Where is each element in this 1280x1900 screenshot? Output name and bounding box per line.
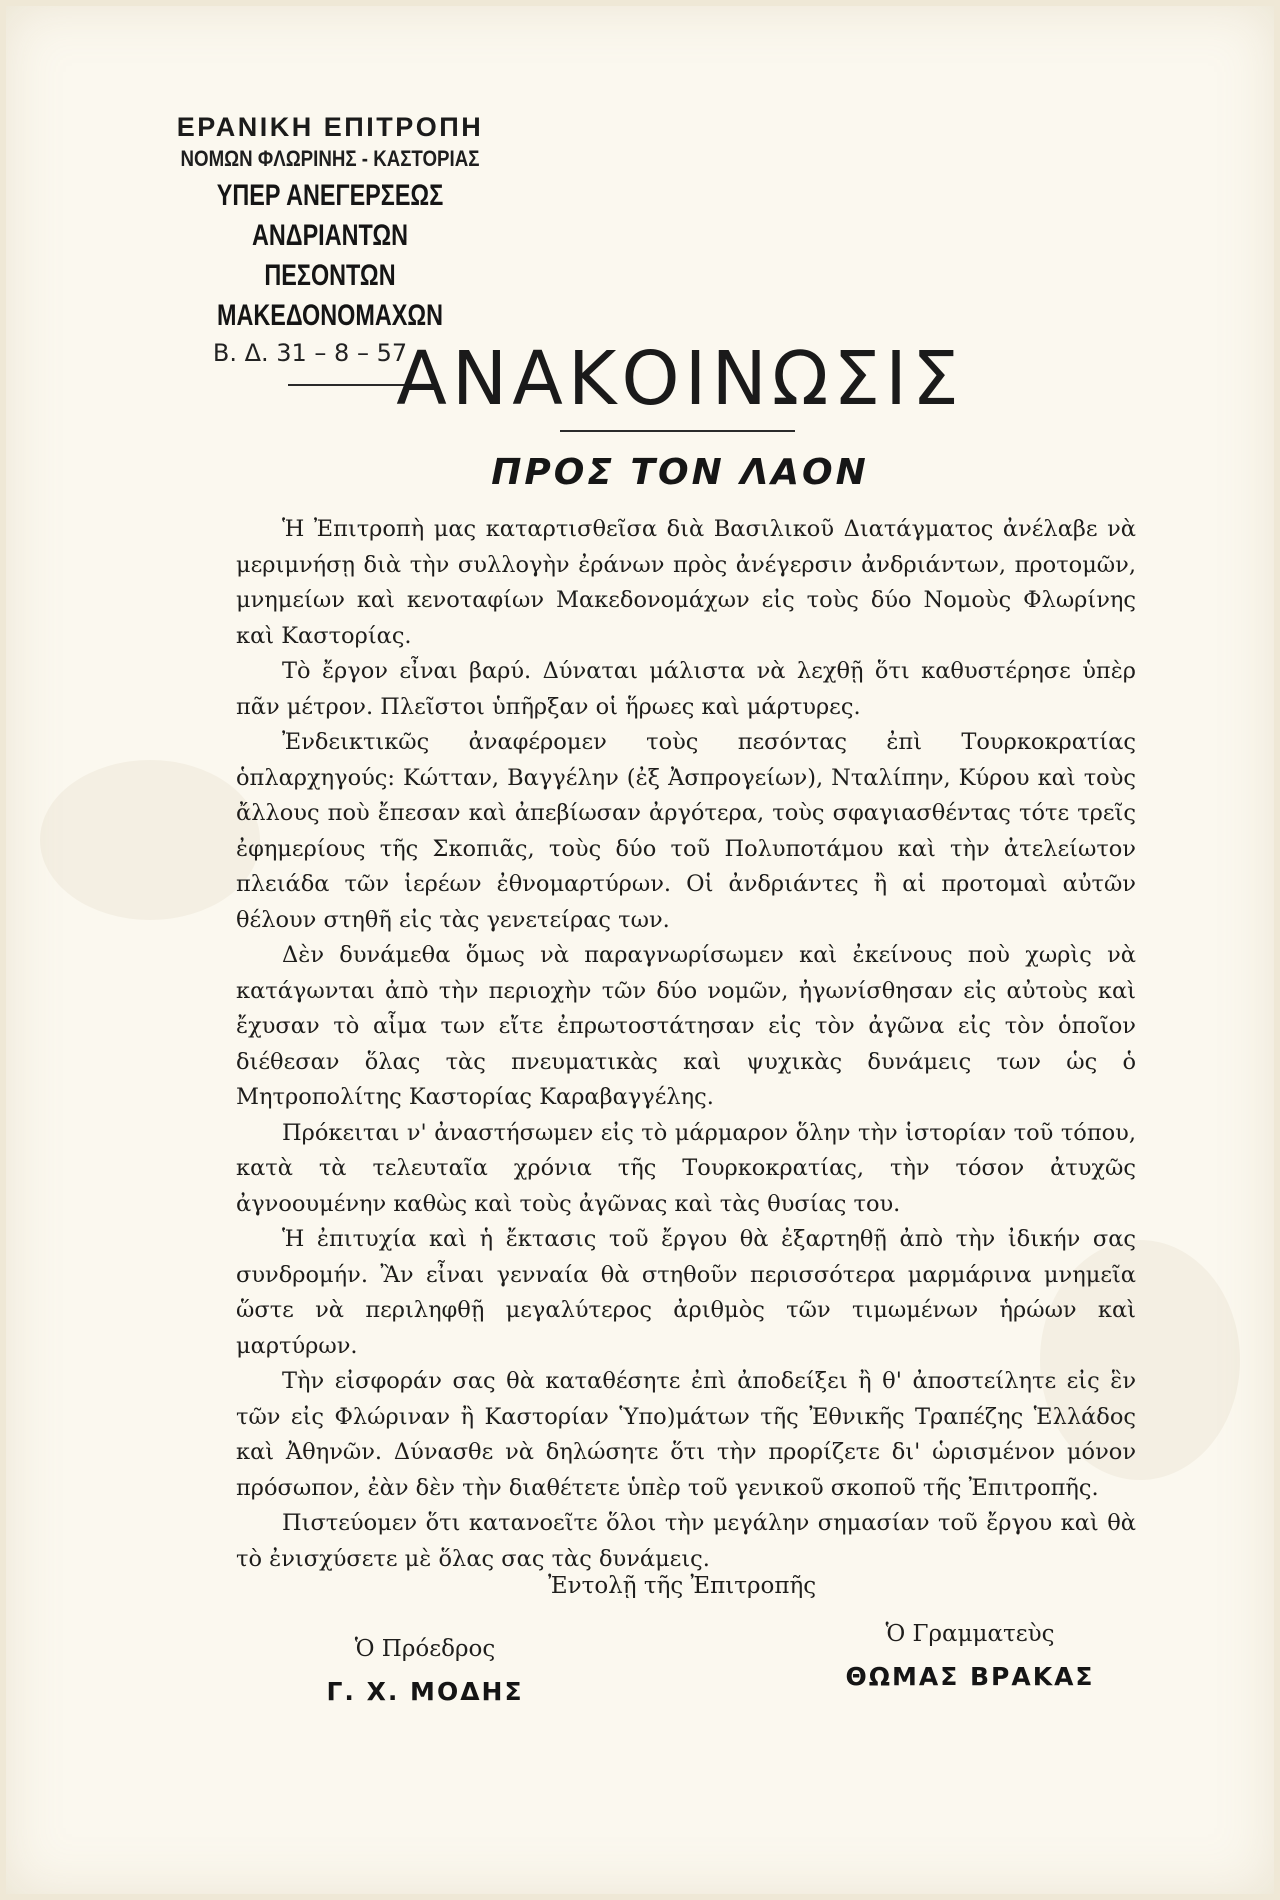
page-title: ΑΝΑΚΟΙΝΩΣΙΣ — [396, 336, 964, 422]
committee-purpose: ΥΠΕΡ ΑΝΕΓΕΡΣΕΩΣ ΑΝΔΡΙΑΝΤΩΝ — [216, 179, 444, 252]
committee-name: ΕΡΑΝΙΚΗ ΕΠΙΤΡΟΠΗ — [176, 112, 484, 142]
secretary-role: Ὁ Γραμματεὺς — [885, 1621, 1055, 1647]
paragraph: Ἡ ἐπιτυχία καὶ ἡ ἔκτασις τοῦ ἔργου θὰ ἐξαρτηθῇ ἀπὸ τὴν ἰδικήν σας συνδρομήν. Ἂν εἶναι γενναία θὰ στηθοῦν περισσότερα μαρμάρινα μνημεῖα ὥστε νὰ περιληφθῇ μεγαλύτερος ἀριθμὸς τῶν τιμωμένων ἡρώων καὶ μαρτύρων. — [236, 1226, 1136, 1359]
announcement-body — [236, 512, 1136, 1577]
paper-stain — [40, 760, 260, 920]
committee-prefectures: ΝΟΜΩΝ ΦΛΩΡΙΝΗΣ - ΚΑΣΤΟΡΙΑΣ — [180, 146, 480, 171]
secretary-name: ΘΩΜΑΣ ΒΡΑΚΑΣ — [845, 1662, 1095, 1691]
page-subtitle: ΠΡΟΣ ΤΟΝ ΛΑΟΝ — [491, 452, 869, 493]
royal-decree-date: Β. Δ. 31 – 8 – 57 — [212, 339, 408, 367]
president-signature — [300, 1632, 550, 1712]
committee-purpose-cont: ΠΕΣΟΝΤΩΝ ΜΑΚΕΔΟΝΟΜΑΧΩΝ — [216, 259, 444, 332]
president-name: Γ. Χ. ΜΟΔΗΣ — [326, 1677, 524, 1706]
paragraph: Ἡ Ἐπιτροπὴ μας καταρτισθεῖσα διὰ Βασιλικοῦ Διατάγματος ἀνέλαβε νὰ μεριμνήσῃ διὰ τὴν συλλογὴν ἐράνων πρὸς ἀνέγερσιν ἀνδριάντων, προτομῶν, μνημείων καὶ κενοταφίων Μακεδονομάχων εἰς τοὺς δύο Νομοὺς Φλωρίνης καὶ Καστορίας. — [236, 516, 1136, 649]
paragraph: Πιστεύομεν ὅτι κατανοεῖτε ὅλοι τὴν μεγάλην σημασίαν τοῦ ἔργου καὶ θὰ τὸ ἐνισχύσετε μὲ ὅλας σας τὰς δυνάμεις. — [236, 1510, 1136, 1572]
committee-mandate: Ἐντολῇ τῆς Ἐπιτροπῆς — [548, 1573, 817, 1599]
paragraph: Τὸ ἔργον εἶναι βαρύ. Δύναται μάλιστα νὰ λεχθῇ ὅτι καθυστέρησε ὑπὲρ πᾶν μέτρον. Πλεῖστοι ὑπῆρξαν οἱ ἥρωες καὶ μάρτυρες. — [236, 658, 1136, 720]
paragraph: Ἐνδεικτικῶς ἀναφέρομεν τοὺς πεσόντας ἐπὶ Τουρκοκρατίας ὁπλαρχηγούς: Κώτταν, Βαγγέλην (ἐξ Ἀσπρογείων), Νταλίπην, Κύρου καὶ τοὺς ἄλλους ποὺ ἔπεσαν καὶ ἀπεβίωσαν ἀργότερα, τοὺς σφαγιασθέντας τότε τρεῖς ἐφημερίους τῆς Σκοπιᾶς, τοὺς δύο τοῦ Πολυποτάμου καὶ τὴν ἀτελείωτον πλειάδα τῶν ἱερέων ἐθνομαρτύρων. Οἱ ἀνδριάντες ἢ αἱ προτομαὶ αὐτῶν θέλουν στηθῆ εἰς τὰς γενετείρας των. — [236, 729, 1136, 933]
president-role: Ὁ Πρόεδρος — [354, 1636, 496, 1662]
paragraph: Πρόκειται ν' ἀναστήσωμεν εἰς τὸ μάρμαρον ὅλην τὴν ἱστορίαν τοῦ τόπου, κατὰ τὰ τελευταῖα χρόνια τῆς Τουρκοκρατίας, τὴν τόσον ἀτυχῶς ἀγνοουμένην καθὼς καὶ τοὺς ἀγῶνας καὶ τὰς θυσίας του. — [236, 1119, 1136, 1217]
title-underline — [560, 430, 795, 432]
paragraph: Δὲν δυνάμεθα ὅμως νὰ παραγνωρίσωμεν καὶ ἐκείνους ποὺ χωρὶς νὰ κατάγωνται ἀπὸ τὴν περιοχὴν τῶν δύο νομῶν, ἠγωνίσθησαν εἰς αὐτοὺς καὶ ἔχυσαν τὸ αἷμα των εἴτε ἐπρωτοστάτησαν εἰς τὸν ἀγῶνα εἰς τὸν ὁποῖον διέθεσαν ὅλας τὰς πνευματικὰς καὶ ψυχικὰς δυνάμεις των ὡς ὁ Μητροπολίτης Καστορίας Καραβαγγέλης. — [236, 942, 1136, 1110]
secretary-signature — [800, 1617, 1140, 1697]
paragraph: Τὴν εἰσφοράν σας θὰ καταθέσητε ἐπὶ ἀποδείξει ἢ θ' ἀποστείλητε εἰς ἓν τῶν εἰς Φλώριναν ἢ Καστορίαν Ὑπο)μάτων τῆς Ἐθνικῆς Τραπέζης Ἑλλάδος καὶ Ἀθηνῶν. Δύνασθε νὰ δηλώσητε ὅτι τὴν προρίζετε δι' ὡρισμένον μόνον πρόσωπον, ἐὰν δὲν τὴν διαθέτετε ὑπὲρ τοῦ γενικοῦ σκοποῦ τῆς Ἐπιτροπῆς. — [236, 1368, 1136, 1501]
